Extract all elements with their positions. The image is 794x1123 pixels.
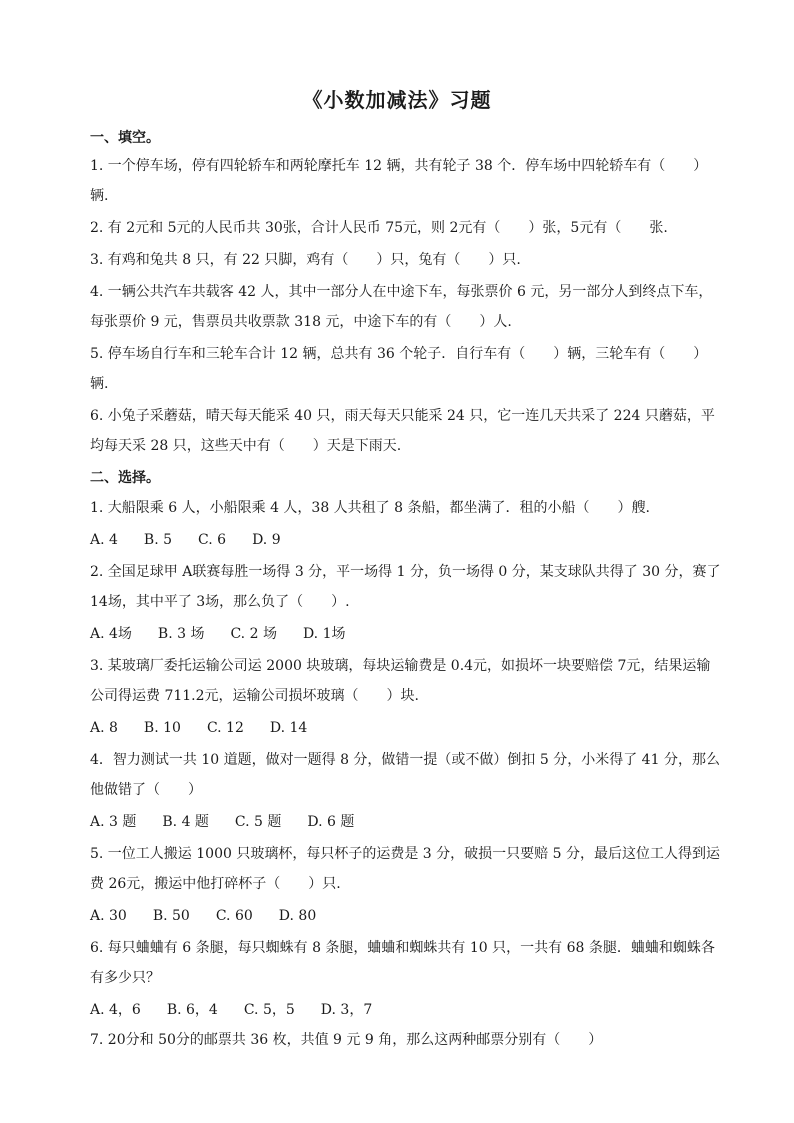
option-d: D. 14 bbox=[269, 720, 308, 736]
fill-q6-line2: 均每天采 28 只，这些天中有（ ）天是下雨天. bbox=[90, 438, 402, 454]
option-c: C. 60 bbox=[215, 908, 253, 924]
fill-q4-line1: 4. 一辆公共汽车共载客 42 人，其中一部分人在中途下车，每张票价 6 元，另一部分人到终点下车， bbox=[90, 284, 713, 300]
choice-q4-line1: 4．智力测试一共 10 道题，做对一题得 8 分，做错一提（或不做）倒扣 5 分，小米得了 41 分，那么 bbox=[90, 752, 720, 768]
option-b: B. 10 bbox=[143, 720, 181, 736]
option-c: C. 5，5 bbox=[243, 1002, 295, 1018]
choice-q2-options bbox=[90, 624, 710, 644]
choice-q6-line1: 6. 每只蛐蛐有 6 条腿，每只蜘蛛有 8 条腿，蛐蛐和蜘蛛共有 10 只，一共有 68 条腿．蛐蛐和蜘蛛各 bbox=[90, 940, 715, 956]
choice-q6-line2: 有多少只？ bbox=[90, 970, 160, 986]
fill-q2-line1: 2. 有 2元和 5元的人民币共 30张，合计人民币 75元，则 2元有（ ）张，5元有（ 张. bbox=[90, 220, 668, 236]
option-b: B. 50 bbox=[152, 908, 190, 924]
page-title: 《小数加减法》习题 bbox=[302, 88, 492, 112]
option-d: D. 6 题 bbox=[307, 814, 355, 830]
choice-q6-options bbox=[90, 1000, 710, 1020]
choice-q3-options bbox=[90, 718, 710, 738]
option-d: D. 1场 bbox=[302, 626, 346, 642]
option-a: A. 4场 bbox=[90, 626, 132, 642]
section-heading-fill-in: 一、填空。 bbox=[90, 130, 160, 146]
choice-q2-line2: 14场，其中平了 3场，那么负了（ ）. bbox=[90, 594, 350, 610]
option-c: C. 2 场 bbox=[230, 626, 277, 642]
option-d: D. 80 bbox=[278, 908, 317, 924]
choice-q1-options bbox=[90, 530, 710, 550]
fill-q4-line2: 每张票价 9 元，售票员共收票款 318 元，中途下车的有（ ）人. bbox=[90, 314, 512, 330]
option-d: D. 9 bbox=[252, 532, 281, 548]
choice-q4-line2: 他做错了（ ） bbox=[90, 782, 202, 798]
option-a: A. 4 bbox=[90, 532, 118, 548]
option-d: D. 3，7 bbox=[320, 1002, 373, 1018]
choice-q3-line1: 3. 某玻璃厂委托运输公司运 2000 块玻璃，每块运输费是 0.4元，如损坏一块要赔偿 7元，结果运输 bbox=[90, 658, 711, 674]
choice-q7-line1: 7. 20分和 50分的邮票共 36 枚，共值 9 元 9 角，那么这两种邮票分别有（ ） bbox=[90, 1032, 603, 1048]
choice-q5-options bbox=[90, 906, 710, 926]
option-b: B. 4 题 bbox=[162, 814, 209, 830]
option-b: B. 3 场 bbox=[157, 626, 205, 642]
fill-q3-line1: 3. 有鸡和兔共 8 只，有 22 只脚，鸡有（ ）只，兔有（ ）只. bbox=[90, 252, 521, 268]
choice-q4-options bbox=[90, 812, 710, 832]
section-heading-choice: 二、选择。 bbox=[90, 470, 160, 486]
choice-q5-line1: 5. 一位工人搬运 1000 只玻璃杯，每只杯子的运费是 3 分，破损一只要赔 5 分，最后这位工人得到运 bbox=[90, 846, 720, 862]
option-a: A. 30 bbox=[90, 908, 127, 924]
fill-q6-line1: 6. 小兔子采蘑菇，晴天每天能采 40 只，雨天每天只能采 24 只，它一连几天共采了 224 只蘑菇，平 bbox=[90, 408, 715, 424]
choice-q5-line2: 费 26元，搬运中他打碎杯子（ ）只. bbox=[90, 876, 341, 892]
option-b: B. 6，4 bbox=[166, 1002, 218, 1018]
choice-q3-line2: 公司得运费 711.2元，运输公司损坏玻璃（ ）块. bbox=[90, 688, 419, 704]
option-c: C. 12 bbox=[206, 720, 244, 736]
option-a: A. 4，6 bbox=[90, 1002, 141, 1018]
fill-q5-line1: 5. 停车场自行车和三轮车合计 12 辆，总共有 36 个轮子．自行车有（ ）辆，三轮车有（ ） bbox=[90, 346, 708, 362]
option-b: B. 5 bbox=[143, 532, 173, 548]
choice-q2-line1: 2. 全国足球甲 A联赛每胜一场得 3 分，平一场得 1 分，负一场得 0 分，某支球队共得了 30 分，赛了 bbox=[90, 564, 721, 580]
option-c: C. 6 bbox=[198, 532, 227, 548]
option-a: A. 8 bbox=[90, 720, 118, 736]
option-a: A. 3 题 bbox=[90, 814, 137, 830]
option-c: C. 5 题 bbox=[234, 814, 282, 830]
fill-q1-line1: 1. 一个停车场，停有四轮轿车和两轮摩托车 12 辆，共有轮子 38 个．停车场中四轮轿车有（ ） bbox=[90, 158, 708, 174]
choice-q1-line1: 1. 大船限乘 6 人，小船限乘 4 人，38 人共租了 8 条船，都坐满了．租的小船（ ）艘. bbox=[90, 500, 650, 516]
fill-q5-line2: 辆. bbox=[90, 376, 109, 392]
fill-q1-line2: 辆. bbox=[90, 188, 109, 204]
